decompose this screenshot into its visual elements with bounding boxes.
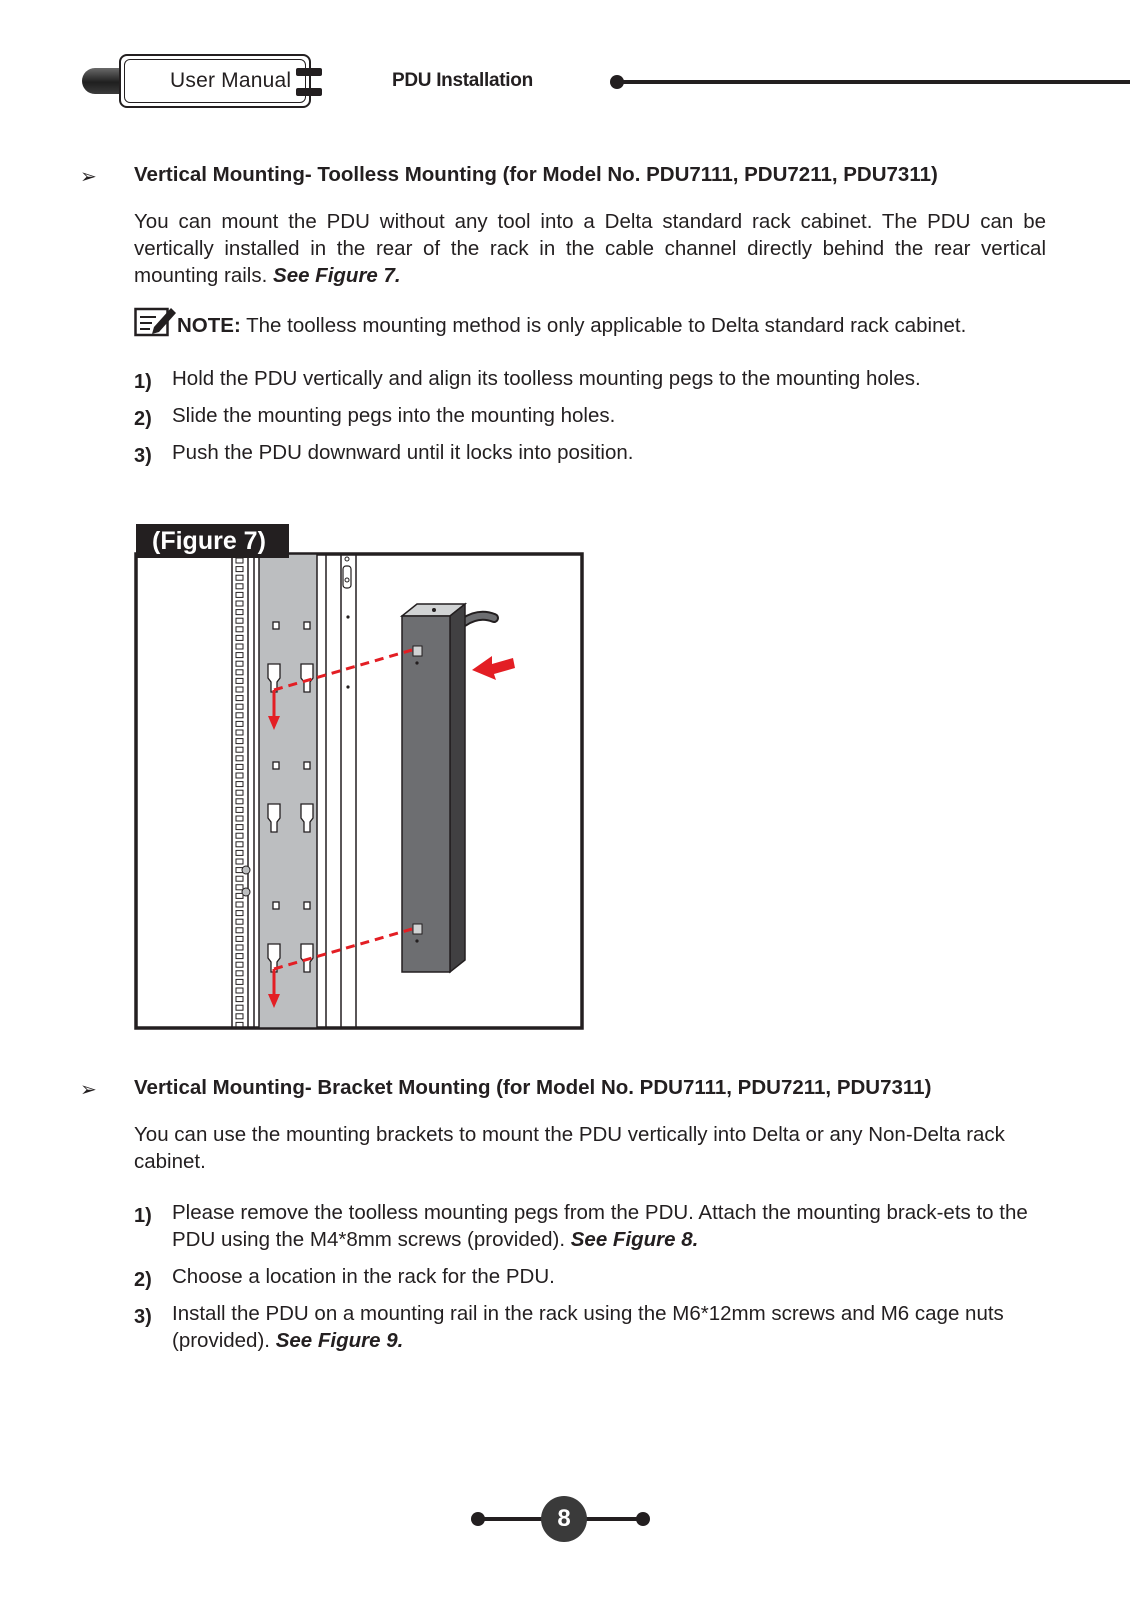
footer-rule-left	[478, 1517, 544, 1521]
step-number: 2)	[134, 408, 152, 430]
figure-7-illustration	[134, 552, 586, 1034]
section1-heading: Vertical Mounting- Toolless Mounting (for Model No. PDU7111, PDU7211, PDU7311)	[134, 163, 938, 186]
figure-9-ref: See Figure 9.	[275, 1329, 404, 1352]
header-rule	[620, 80, 1130, 84]
rack-mounting-panel	[259, 554, 317, 1028]
step-number: 1)	[134, 371, 152, 393]
step-text	[172, 1199, 1052, 1253]
step-number: 3)	[134, 445, 152, 467]
panel-square-hole	[273, 622, 279, 629]
note-line	[177, 314, 966, 338]
panel-square-hole	[273, 902, 279, 909]
panel-square-hole	[304, 622, 310, 629]
rail-screw	[242, 866, 250, 874]
figure-8-ref: See Figure 8.	[570, 1228, 699, 1251]
section1-intro	[134, 208, 1046, 289]
note-pencil-icon	[134, 305, 178, 341]
step-text-body: Please remove the toolless mounting pegs from the PDU. Attach the mounting brack-ets to the PDU using the M4*8mm screws (provided).	[172, 1201, 1028, 1251]
section2-heading: Vertical Mounting- Bracket Mounting (for Model No. PDU7111, PDU7211, PDU7311)	[134, 1076, 932, 1099]
step-text: Hold the PDU vertically and align its toolless mounting pegs to the mounting holes.	[172, 367, 921, 390]
step-text: Push the PDU downward until it locks into position.	[172, 441, 634, 464]
panel-square-hole	[304, 902, 310, 909]
footer-dot-right	[636, 1512, 650, 1526]
header-tab-notch-top	[296, 68, 322, 76]
note-label: NOTE:	[177, 314, 241, 337]
section1-intro-text: You can mount the PDU without any tool into a Delta standard rack cabinet. The PDU can be vertically installed in the rear of the rack in the cable channel directly behind the rear vertical mounting rails.	[134, 210, 1046, 287]
header-tab-notch-bottom	[296, 88, 322, 96]
bullet-arrow-icon: ➢	[80, 1079, 97, 1101]
step-number: 1)	[134, 1205, 152, 1227]
step-text: Choose a location in the rack for the PDU.	[172, 1265, 555, 1288]
section2-intro: You can use the mounting brackets to mount the PDU vertically into Delta or any Non-Delta rack cabinet.	[134, 1123, 1005, 1173]
step-text	[172, 1300, 1052, 1354]
step-number: 2)	[134, 1269, 152, 1291]
rail-screw	[242, 888, 250, 896]
note-text: The toolless mounting method is only applicable to Delta standard rack cabinet.	[246, 314, 967, 337]
figure-7-label: (Figure 7)	[136, 524, 289, 558]
bullet-arrow-icon: ➢	[80, 166, 97, 188]
step-number: 3)	[134, 1306, 152, 1328]
page-number: 8	[541, 1496, 587, 1542]
footer-rule-right	[584, 1517, 644, 1521]
section-title: PDU Installation	[392, 70, 533, 91]
panel-square-hole	[273, 762, 279, 769]
step-text-body: Install the PDU on a mounting rail in the rack using the M6*12mm screws and M6 cage nuts (provided).	[172, 1302, 1004, 1352]
step-text: Slide the mounting pegs into the mounting holes.	[172, 404, 616, 427]
section1-figure-ref: See Figure 7.	[273, 264, 401, 287]
manual-label: User Manual	[170, 69, 292, 92]
panel-square-hole	[304, 762, 310, 769]
